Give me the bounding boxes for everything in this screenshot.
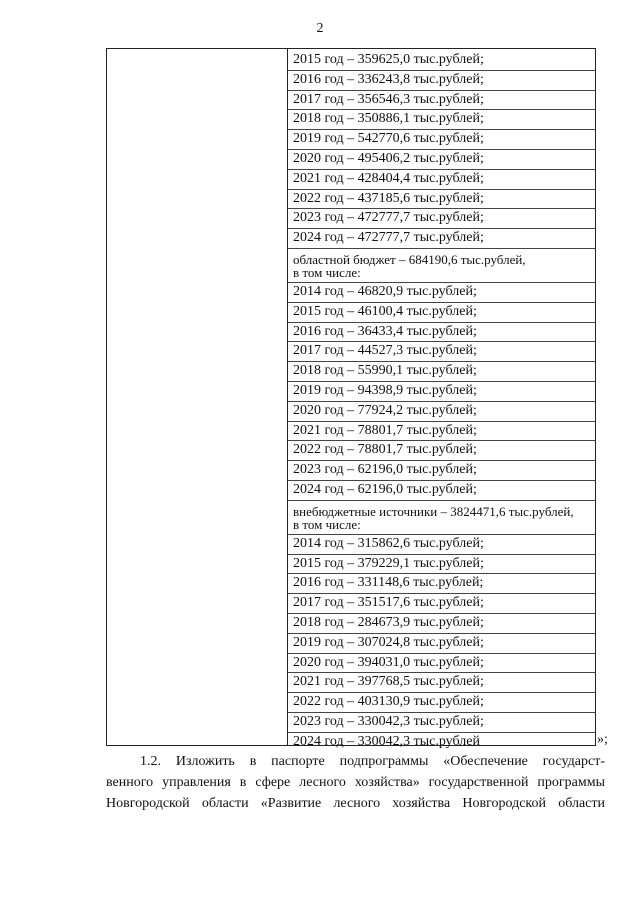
regional-budget-heading <box>288 249 595 283</box>
regional-row: 2017 год – 44527,3 тыс.рублей; <box>288 342 595 362</box>
regional-row: 2020 год – 77924,2 тыс.рублей; <box>288 402 595 422</box>
regional-budget-total: областной бюджет – 684190,6 тыс.рублей, <box>293 251 526 267</box>
extrabudgetary-row: 2016 год – 331148,6 тыс.рублей; <box>288 574 595 594</box>
federal-row: 2020 год – 495406,2 тыс.рублей; <box>288 150 595 170</box>
extrabudgetary-row: 2015 год – 379229,1 тыс.рублей; <box>288 555 595 575</box>
federal-row: 2015 год – 359625,0 тыс.рублей; <box>288 51 595 71</box>
regional-row: 2015 год – 46100,4 тыс.рублей; <box>288 303 595 323</box>
extrabudgetary-total: внебюджетные источники – 3824471,6 тыс.рублей, <box>293 503 574 519</box>
extrabudgetary-row: 2014 год – 315862,6 тыс.рублей; <box>288 535 595 555</box>
federal-row: 2016 год – 336243,8 тыс.рублей; <box>288 71 595 91</box>
extrabudgetary-row: 2023 год – 330042,3 тыс.рублей; <box>288 713 595 733</box>
federal-row: 2023 год – 472777,7 тыс.рублей; <box>288 209 595 229</box>
regional-row: 2021 год – 78801,7 тыс.рублей; <box>288 422 595 442</box>
regional-row: 2014 год – 46820,9 тыс.рублей; <box>288 283 595 303</box>
regional-row: 2016 год – 36433,4 тыс.рублей; <box>288 323 595 343</box>
extrabudgetary-heading <box>288 501 595 535</box>
paragraph-line: 1.2. Изложить в паспорте подпрограммы «Обеспечение государст- <box>140 754 605 769</box>
paragraph-line: Новгородской области «Развитие лесного хозяйства Новгородской области <box>106 796 605 811</box>
federal-row: 2017 год – 356546,3 тыс.рублей; <box>288 91 595 111</box>
federal-row: 2024 год – 472777,7 тыс.рублей; <box>288 229 595 249</box>
funding-values-column <box>288 51 595 752</box>
regional-row: 2023 год – 62196,0 тыс.рублей; <box>288 461 595 481</box>
regional-row: 2018 год – 55990,1 тыс.рублей; <box>288 362 595 382</box>
extrabudgetary-row: 2017 год – 351517,6 тыс.рублей; <box>288 594 595 614</box>
regional-row: 2022 год – 78801,7 тыс.рублей; <box>288 441 595 461</box>
extrabudgetary-row: 2021 год – 397768,5 тыс.рублей; <box>288 673 595 693</box>
extrabudgetary-including: в том числе: <box>293 516 361 532</box>
closing-quote-mark: »; <box>597 732 608 747</box>
regional-row: 2024 год – 62196,0 тыс.рублей; <box>288 481 595 501</box>
regional-budget-including: в том числе: <box>293 264 361 280</box>
funding-table <box>106 48 596 749</box>
page-number: 2 <box>316 21 324 36</box>
extrabudgetary-row: 2022 год – 403130,9 тыс.рублей; <box>288 693 595 713</box>
extrabudgetary-row: 2020 год – 394031,0 тыс.рублей; <box>288 654 595 674</box>
federal-row: 2018 год – 350886,1 тыс.рублей; <box>288 110 595 130</box>
extrabudgetary-row: 2024 год – 330042,3 тыс.рублей <box>293 733 480 749</box>
paragraph-line: венного управления в сфере лесного хозяйства» государственной программы <box>106 775 605 790</box>
federal-row: 2022 год – 437185,6 тыс.рублей; <box>288 190 595 210</box>
extrabudgetary-row: 2019 год – 307024,8 тыс.рублей; <box>288 634 595 654</box>
regional-row: 2019 год – 94398,9 тыс.рублей; <box>288 382 595 402</box>
amendment-paragraph <box>106 751 605 814</box>
federal-row: 2019 год – 542770,6 тыс.рублей; <box>288 130 595 150</box>
extrabudgetary-row: 2018 год – 284673,9 тыс.рублей; <box>288 614 595 634</box>
federal-row: 2021 год – 428404,4 тыс.рублей; <box>288 170 595 190</box>
